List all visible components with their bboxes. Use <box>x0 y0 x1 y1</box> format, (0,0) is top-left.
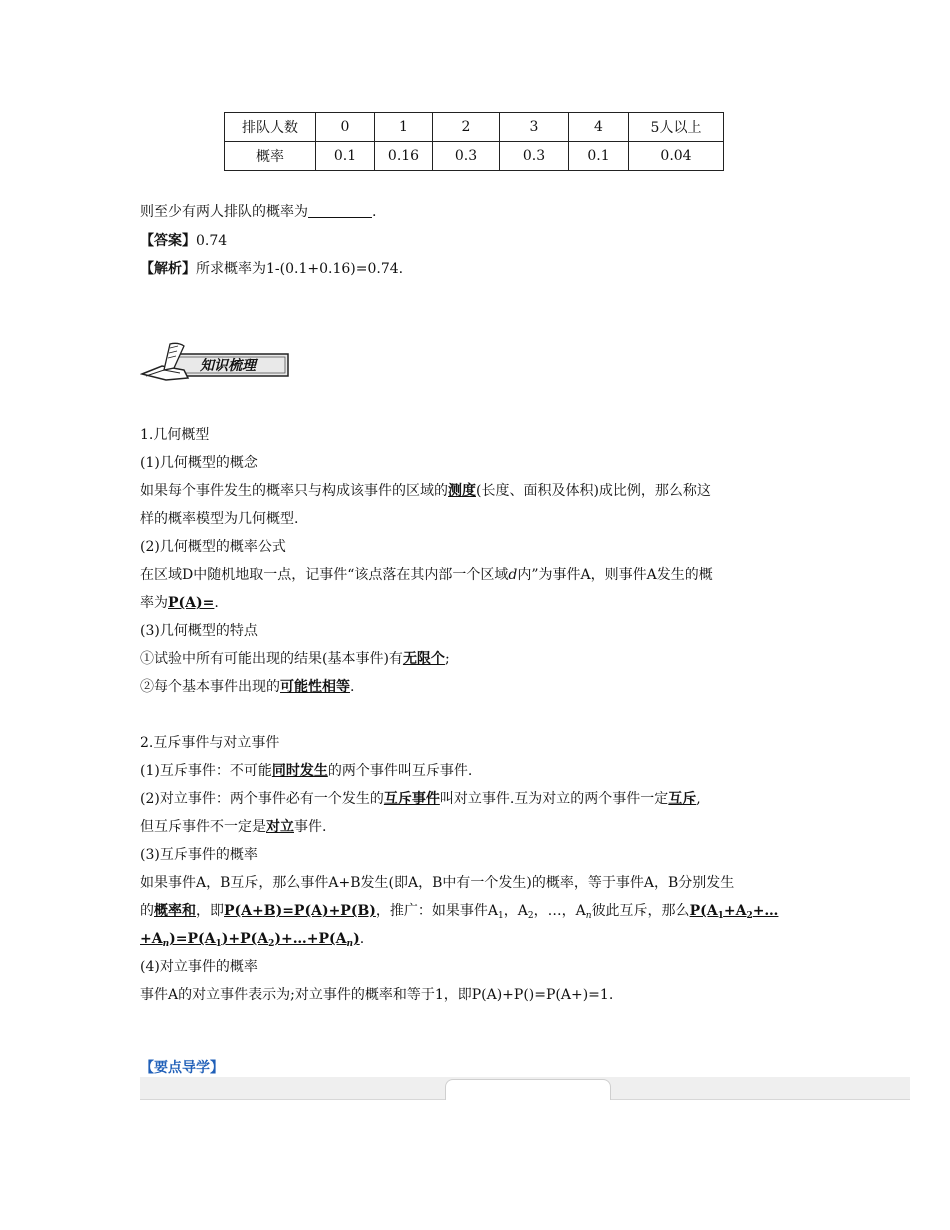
text-segment: 在区域D中随机地取一点，记事件“该点落在其内部一个区域 <box>140 567 509 583</box>
keyword: 互斥 <box>668 791 697 807</box>
section2-p4-title: (4)对立事件的概率 <box>140 959 258 975</box>
subscript: 1 <box>498 911 504 921</box>
answer-line <box>140 227 812 256</box>
analysis-label: 【解析】 <box>140 261 196 277</box>
subscript: n <box>346 939 354 949</box>
section1-p1-line2: 样的概率模型为几何概型. <box>140 511 299 527</box>
table <box>224 112 724 171</box>
formula-segment: )=P(A <box>169 931 216 947</box>
text-segment: d <box>508 567 518 583</box>
question-line <box>140 198 812 227</box>
book-quill-icon <box>140 340 292 382</box>
analysis-line <box>140 255 812 284</box>
subscript: n <box>162 939 170 949</box>
keyword: P(A+B)=P(A)+P(B) <box>224 903 376 919</box>
text-segment: ②每个基本事件出现的 <box>140 679 280 695</box>
text-segment: 叫对立事件.互为对立的两个事件一定 <box>439 791 669 807</box>
knowledge-banner <box>140 340 292 382</box>
section2-p4-line: 事件A的对立事件表示为;对立事件的概率和等于1，即P(A)+P()=P(A+)=1. <box>140 987 614 1003</box>
section2-title: 2.互斥事件与对立事件 <box>140 735 280 751</box>
table-cell: 3 <box>500 113 569 142</box>
subscript: 2 <box>527 911 534 921</box>
text-segment: 的 <box>140 903 154 919</box>
text-segment: ，即 <box>196 903 224 919</box>
text-segment: (2)对立事件：两个事件必有一个发生的 <box>140 791 384 807</box>
banner-title: 知识梳理 <box>200 358 256 374</box>
subscript: 2 <box>268 939 275 949</box>
formula-segment: P(A <box>689 903 718 919</box>
formula-segment: +… <box>752 903 779 919</box>
table-cell: 0.3 <box>433 142 500 171</box>
table-cell: 排队人数 <box>225 113 316 142</box>
section1-p2-title: (2)几何概型的概率公式 <box>140 539 286 555</box>
table-row-values <box>225 142 724 171</box>
text-segment: ，…，A <box>533 903 586 919</box>
formula-segment: )+P(A <box>221 931 269 947</box>
answer-label: 【答案】 <box>140 232 196 249</box>
section2-p3-line3 <box>140 925 812 953</box>
keyword: 可能性相等 <box>280 679 350 695</box>
question-suffix: . <box>372 204 377 220</box>
table-cell: 0.1 <box>569 142 629 171</box>
formula-segment: +A <box>723 903 747 919</box>
section1-title: 1.几何概型 <box>140 427 210 443</box>
answer-value: 0.74 <box>196 232 228 249</box>
section1-p1-title: (1)几何概型的概念 <box>140 455 258 471</box>
key-points-label: 【要点导学】 <box>140 1060 224 1076</box>
section1-p3-item2 <box>140 673 812 701</box>
keyword: 对立 <box>266 819 294 835</box>
subscript: 1 <box>215 939 222 949</box>
section2-p2-line1 <box>140 785 812 813</box>
keyword: 互斥事件 <box>383 791 440 807</box>
knowledge-content <box>140 421 812 1009</box>
bottom-tab[interactable] <box>445 1079 611 1100</box>
table-cell: 1 <box>375 113 433 142</box>
text-segment: . <box>350 679 355 695</box>
text-segment: 如果每个事件发生的概率只与构成该事件的区域的 <box>140 483 448 499</box>
section2-p2-line2 <box>140 813 812 841</box>
keyword: 同时发生 <box>271 763 328 779</box>
spacer <box>140 701 812 729</box>
section2-p3-line2 <box>140 897 812 925</box>
text-segment: ①试验中所有可能出现的结果(基本事件)有 <box>140 651 403 667</box>
text-segment: ，A <box>503 903 528 919</box>
text-segment: , <box>696 791 701 807</box>
text-segment: . <box>214 595 219 611</box>
text-segment: 内”为事件A，则事件A发生的概 <box>517 567 713 583</box>
section1-p2-line2 <box>140 589 812 617</box>
formula-segment: )+…+P(A <box>274 931 347 947</box>
text-segment: (长度、面积及体积)成比例，那么称这 <box>476 483 711 499</box>
analysis-text: 所求概率为1-(0.1+0.16)=0.74. <box>196 261 404 277</box>
text-segment: ; <box>444 651 450 667</box>
keyword: 无限个 <box>402 651 445 667</box>
table-cell: 4 <box>569 113 629 142</box>
probability-table <box>224 112 724 171</box>
subscript: 1 <box>717 911 724 921</box>
keyword: 概率和 <box>154 903 196 919</box>
table-cell: 2 <box>433 113 500 142</box>
formula-segment: +A <box>140 931 163 947</box>
table-cell: 0 <box>316 113 375 142</box>
table-cell: 5人以上 <box>629 113 724 142</box>
table-row-header <box>225 113 724 142</box>
formula-segment: ) <box>353 931 360 947</box>
table-cell: 0.1 <box>316 142 375 171</box>
section1-p3-title: (3)几何概型的特点 <box>140 623 258 639</box>
table-cell: 0.04 <box>629 142 724 171</box>
text-segment: (1)互斥事件：不可能 <box>140 763 272 779</box>
subscript: 2 <box>746 911 753 921</box>
question-text: 则至少有两人排队的概率为 <box>140 204 308 220</box>
text-segment: ，推广：如果事件A <box>375 903 499 919</box>
section1-p1-line1 <box>140 477 812 505</box>
question-block <box>140 198 812 284</box>
text-segment: . <box>359 931 365 947</box>
answer-blank <box>308 203 372 218</box>
text-segment: 事件. <box>294 819 327 835</box>
text-segment: 但互斥事件不一定是 <box>140 819 266 835</box>
text-segment: 率为 <box>140 595 168 611</box>
keyword: P(A)= <box>168 595 215 611</box>
table-cell: 概率 <box>225 142 316 171</box>
section2-p3-line1: 如果事件A，B互斥，那么事件A+B发生(即A，B中有一个发生)的概率，等于事件A，B分别发生 <box>140 875 735 891</box>
subscript: n <box>585 911 592 921</box>
section1-p3-item1 <box>140 645 812 673</box>
section1-p2-line1 <box>140 561 812 589</box>
text-segment: 彼此互斥，那么 <box>591 903 690 919</box>
table-cell: 0.16 <box>375 142 433 171</box>
section2-p3-title: (3)互斥事件的概率 <box>140 847 258 863</box>
text-segment: 的两个事件叫互斥事件. <box>327 763 473 779</box>
keyword: 测度 <box>448 483 476 499</box>
section2-p1 <box>140 757 812 785</box>
table-cell: 0.3 <box>500 142 569 171</box>
